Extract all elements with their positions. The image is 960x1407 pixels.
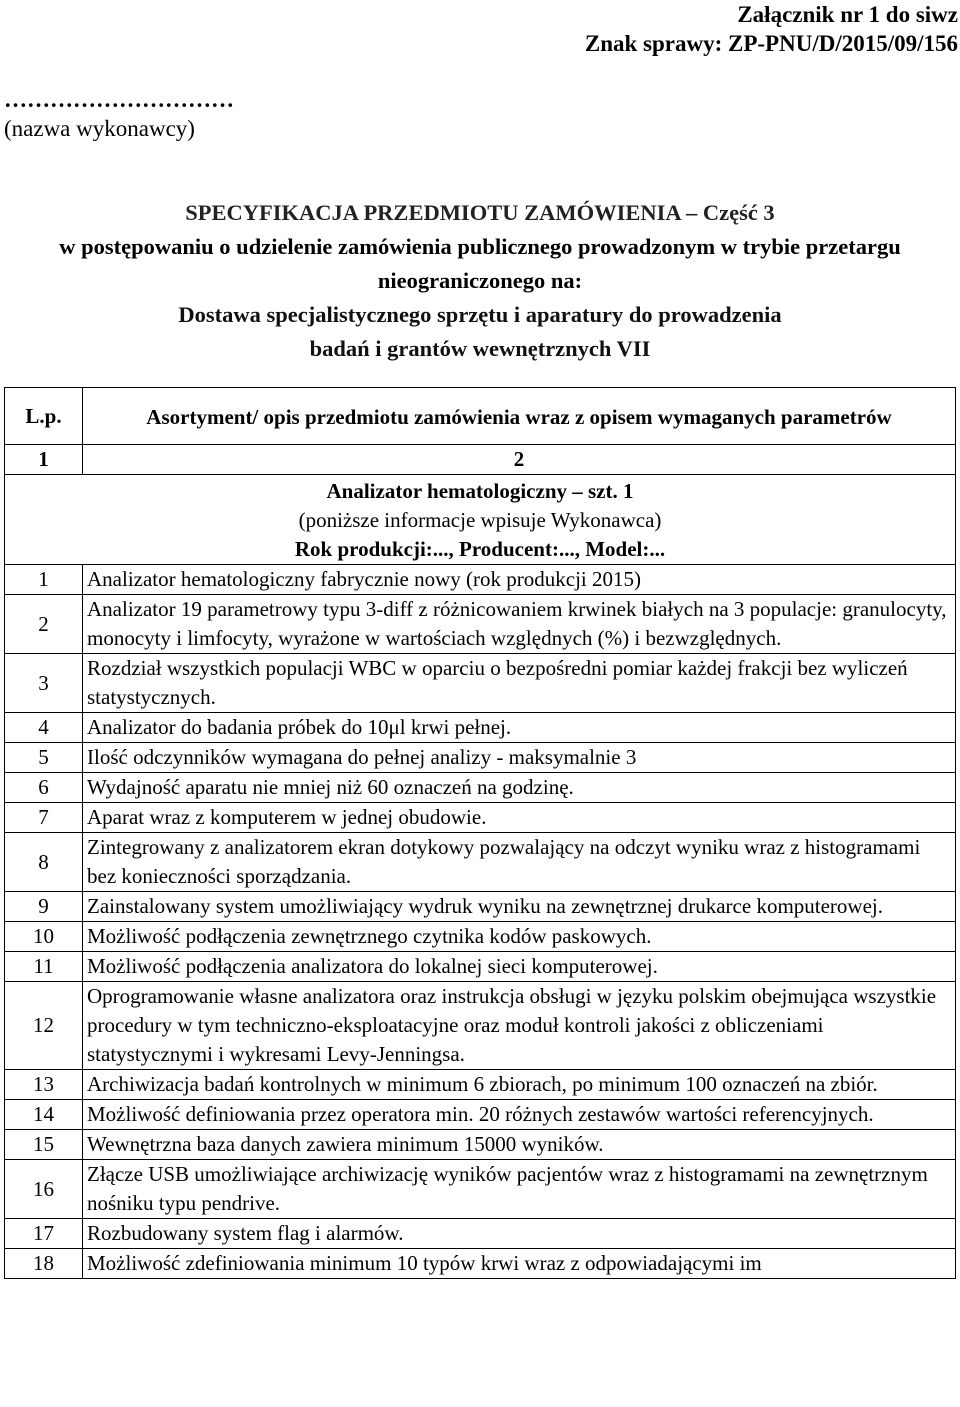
header-lp: L.p. <box>5 388 83 445</box>
row-number: 11 <box>5 952 83 982</box>
row-number: 17 <box>5 1219 83 1249</box>
row-description: Zainstalowany system umożliwiający wydruk wyniku na zewnętrznej drukarce komputerowej. <box>83 892 956 922</box>
table-row <box>5 1130 956 1160</box>
specification-table <box>4 387 956 1279</box>
table-row <box>5 565 956 595</box>
table-header-row <box>5 388 956 445</box>
document-header <box>585 0 958 58</box>
table-row <box>5 1160 956 1219</box>
row-description: Możliwość podłączenia analizatora do lokalnej sieci komputerowej. <box>83 952 956 982</box>
table-row <box>5 1249 956 1279</box>
row-description: Wewnętrzna baza danych zawiera minimum 15000 wyników. <box>83 1130 956 1160</box>
table-row <box>5 1070 956 1100</box>
device-info-cell <box>5 475 956 565</box>
row-description: Aparat wraz z komputerem w jednej obudowie. <box>83 803 956 833</box>
row-description: Rozdział wszystkich populacji WBC w oparciu o bezpośredni pomiar każdej frakcji bez wyliczeń statystycznych. <box>83 654 956 713</box>
table-row <box>5 982 956 1070</box>
row-number: 4 <box>5 713 83 743</box>
column-number-row <box>5 445 956 475</box>
device-name: Analizator hematologiczny – szt. 1 <box>326 479 634 503</box>
row-description: Możliwość zdefiniowania minimum 10 typów krwi wraz z odpowiadającymi im <box>83 1249 956 1279</box>
device-fields: Rok produkcji:..., Producent:..., Model:... <box>294 537 666 561</box>
row-number: 13 <box>5 1070 83 1100</box>
row-number: 9 <box>5 892 83 922</box>
column-number-1: 1 <box>5 445 83 475</box>
table-row <box>5 1219 956 1249</box>
attachment-label: Załącznik nr 1 do siwz <box>737 2 958 27</box>
row-number: 8 <box>5 833 83 892</box>
title-line-2: w postępowaniu o udzielenie zamówienia publicznego prowadzonym w trybie przetargu <box>59 234 901 259</box>
title-line-1: SPECYFIKACJA PRZEDMIOTU ZAMÓWIENIA – Część 3 <box>185 200 775 225</box>
row-description: Oprogramowanie własne analizatora oraz instrukcja obsługi w języku polskim obejmująca wszystkie procedury w tym techniczno-eksploatacyjne oraz moduł kontroli jakości z obliczeniami statystycznymi i wykresami Levy-Jenningsa. <box>83 982 956 1070</box>
row-number: 12 <box>5 982 83 1070</box>
table-row <box>5 952 956 982</box>
table-row <box>5 773 956 803</box>
row-number: 5 <box>5 743 83 773</box>
table-row <box>5 743 956 773</box>
table-row <box>5 833 956 892</box>
table-row <box>5 595 956 654</box>
row-description: Możliwość definiowania przez operatora min. 20 różnych zestawów wartości referencyjnych. <box>83 1100 956 1130</box>
row-number: 6 <box>5 773 83 803</box>
row-description: Możliwość podłączenia zewnętrznego czytnika kodów paskowych. <box>83 922 956 952</box>
table-row <box>5 713 956 743</box>
row-number: 18 <box>5 1249 83 1279</box>
row-number: 16 <box>5 1160 83 1219</box>
table-row <box>5 654 956 713</box>
row-description: Archiwizacja badań kontrolnych w minimum 6 zbiorach, po minimum 100 oznaczeń na zbiór. <box>83 1070 956 1100</box>
row-number: 2 <box>5 595 83 654</box>
table-row <box>5 892 956 922</box>
row-number: 15 <box>5 1130 83 1160</box>
row-description: Rozbudowany system flag i alarmów. <box>83 1219 956 1249</box>
row-description: Analizator do badania próbek do 10μl krwi pełnej. <box>83 713 956 743</box>
case-number: Znak sprawy: ZP-PNU/D/2015/09/156 <box>584 31 958 56</box>
row-number: 3 <box>5 654 83 713</box>
title-line-4: Dostawa specjalistycznego sprzętu i aparatury do prowadzenia <box>178 302 782 327</box>
table-row <box>5 1100 956 1130</box>
row-description: Ilość odczynników wymagana do pełnej analizy - maksymalnie 3 <box>83 743 956 773</box>
document-title <box>0 196 960 366</box>
row-description: Złącze USB umożliwiające archiwizację wyników pacjentów wraz z histogramami na zewnętrznym nośniku typu pendrive. <box>83 1160 956 1219</box>
contractor-block <box>4 85 234 143</box>
title-line-3: nieograniczonego na: <box>377 268 583 293</box>
contractor-name-placeholder: ………………………… <box>4 87 234 112</box>
header-description: Asortyment/ opis przedmiotu zamówienia wraz z opisem wymaganych parametrów <box>83 388 956 445</box>
row-number: 10 <box>5 922 83 952</box>
row-description: Wydajność aparatu nie mniej niż 60 oznaczeń na godzinę. <box>83 773 956 803</box>
row-description: Zintegrowany z analizatorem ekran dotykowy pozwalający na odczyt wyniku wraz z histogramami bez konieczności sporządzania. <box>83 833 956 892</box>
device-info-row <box>5 475 956 565</box>
column-number-2: 2 <box>83 445 956 475</box>
device-note: (poniższe informacje wpisuje Wykonawca) <box>298 508 662 532</box>
row-number: 14 <box>5 1100 83 1130</box>
row-number: 7 <box>5 803 83 833</box>
row-description: Analizator 19 parametrowy typu 3-diff z różnicowaniem krwinek białych na 3 populacje: granulocyty, monocyty i limfocyty, wyrażone w wartościach względnych (%) i bezwzględnych. <box>83 595 956 654</box>
contractor-label: (nazwa wykonawcy) <box>4 116 195 141</box>
row-number: 1 <box>5 565 83 595</box>
table-row <box>5 922 956 952</box>
table-row <box>5 803 956 833</box>
row-description: Analizator hematologiczny fabrycznie nowy (rok produkcji 2015) <box>83 565 956 595</box>
title-line-5: badań i grantów wewnętrznych VII <box>309 336 651 361</box>
